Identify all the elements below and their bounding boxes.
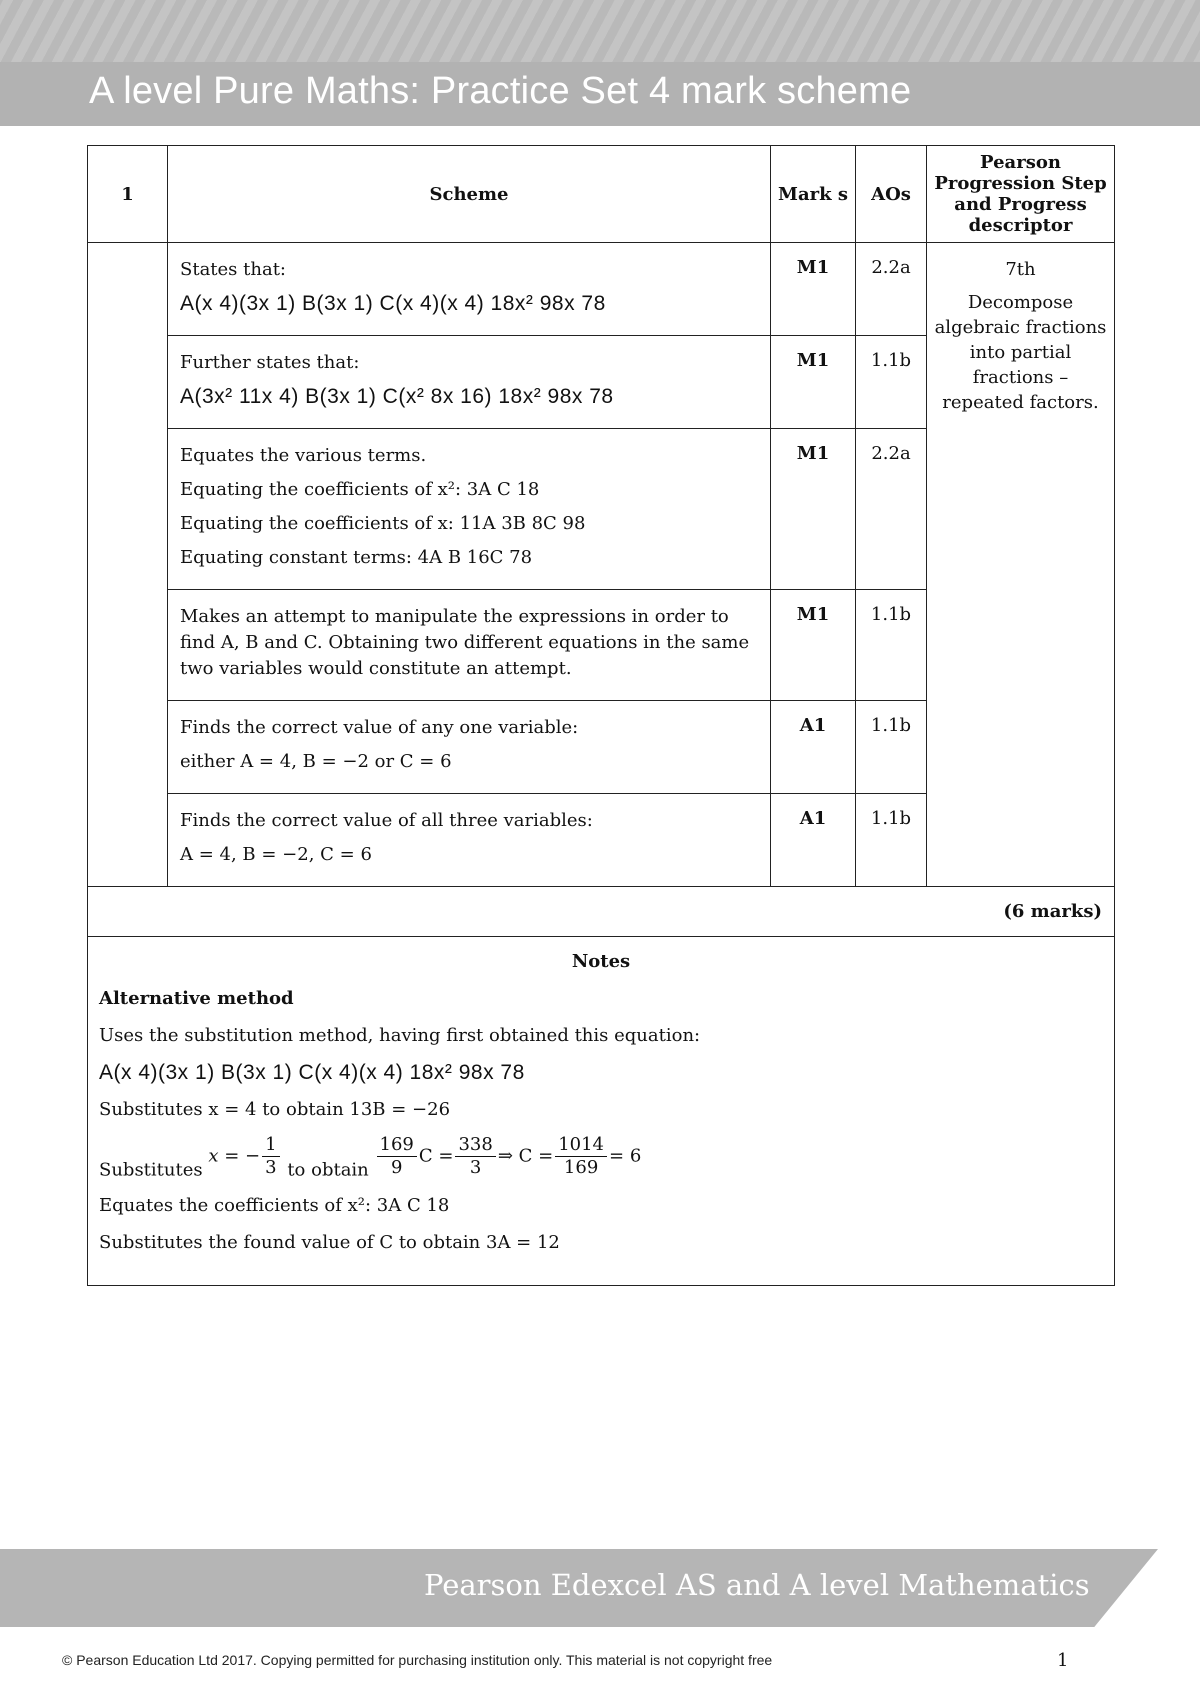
notes-line: Substitutes x = 4 to obtain 13B = −26 [99,1099,451,1120]
scheme-line: either A = 4, B = −2 or C = 6 [180,751,452,772]
ao-cell: 1.1b [856,336,927,429]
scheme-line: Equates the various terms. [180,445,427,466]
total-row [88,887,1115,937]
notes-line: Equates the coefficients of x²: 3A C 18 [99,1194,450,1216]
mark-cell: M1 [771,243,856,336]
scheme-line: A = 4, B = −2, C = 6 [180,844,372,865]
mark-cell: M1 [771,429,856,590]
substitution-line [99,1134,1103,1182]
notes-equation: A(x 4)(3x 1) B(3x 1) C(x 4)(x 4) 18x² 98x 78 [99,1061,525,1084]
header-aos: AOs [856,146,927,243]
ao-cell: 2.2a [856,429,927,590]
footer-brand: Pearson Edexcel AS and A level Mathematics [424,1568,1090,1602]
mark-cell: M1 [771,336,856,429]
x-lhs: x = − [208,1145,261,1167]
alt-method-heading: Alternative method [99,988,294,1009]
page-header [0,0,1200,126]
copyright-text: © Pearson Education Ltd 2017. Copying permitted for purchasing institution only. This material is not copyright free [62,1652,773,1668]
total-marks: (6 marks) [88,887,1115,937]
scheme-equation: A(x 4)(3x 1) B(3x 1) C(x 4)(x 4) 18x² 98x 78 [180,292,606,315]
scheme-line: Further states that: [180,352,360,373]
fraction-338-3 [455,1134,495,1179]
question-cell [88,243,168,887]
mark-scheme-table [87,145,1115,1286]
to-obtain: to obtain [287,1159,369,1181]
frac-denominator: 9 [390,1157,403,1178]
mid-text: ⇒ C = [497,1145,554,1167]
scheme-line: Equating constant terms: 4A B 16C 78 [180,547,533,568]
frac-numerator: 1 [262,1134,279,1157]
page-number: 1 [1057,1650,1069,1671]
notes-cell [88,937,1115,1286]
scheme-cell [168,429,771,590]
ao-cell: 2.2a [856,243,927,336]
progression-descriptor: Decompose algebraic fractions into partial fractions – repeated factors. [934,292,1107,413]
header-progression: Pearson Progression Step and Progress descriptor [927,146,1115,243]
scheme-line: Makes an attempt to manipulate the expressions in order to find A, B and C. Obtaining two different equations in the same two variables would constitute an attempt. [180,606,750,679]
scheme-line: States that: [180,259,286,280]
scheme-cell [168,590,771,701]
frac-denominator: 3 [469,1157,482,1178]
scheme-cell [168,701,771,794]
notes-row [88,937,1115,1286]
question-number: 1 [88,146,168,243]
mark-cell: A1 [771,701,856,794]
fraction-169-9 [377,1134,417,1179]
progression-cell [927,243,1115,887]
scheme-cell [168,794,771,887]
frac-denominator: 169 [563,1157,599,1178]
header-scheme: Scheme [168,146,771,243]
scheme-equation: A(3x² 11x 4) B(3x 1) C(x² 8x 16) 18x² 98x 78 [180,385,614,408]
page-title: A level Pure Maths: Practice Set 4 mark scheme [89,70,912,112]
frac-numerator: 338 [455,1134,495,1157]
progression-step: 7th [1005,259,1036,280]
frac-denominator: 3 [265,1157,277,1178]
ao-cell: 1.1b [856,701,927,794]
frac-numerator: 169 [377,1134,417,1157]
scheme-line: Finds the correct value of any one variable: [180,717,579,738]
ao-cell: 1.1b [856,794,927,887]
ao-cell: 1.1b [856,590,927,701]
scheme-line: Equating the coefficients of x²: 3A C 18 [180,479,540,500]
header-marks: Mark s [771,146,856,243]
result-text: = 6 [609,1145,642,1167]
notes-title: Notes [571,951,631,972]
mark-cell: A1 [771,794,856,887]
fraction-one-third [262,1134,279,1179]
fraction-1014-169 [555,1134,607,1179]
table-row [88,243,1115,336]
scheme-line: Finds the correct value of all three variables: [180,810,593,831]
scheme-line: Equating the coefficients of x: 11A 3B 8C 98 [180,513,586,534]
notes-line: Uses the substitution method, having first obtained this equation: [99,1025,701,1046]
frac-numerator: 1014 [555,1134,607,1157]
mark-cell: M1 [771,590,856,701]
notes-line: Substitutes the found value of C to obtain 3A = 12 [99,1231,560,1253]
scheme-cell [168,243,771,336]
scheme-cell [168,336,771,429]
sub-prefix: Substitutes [99,1159,203,1181]
table-header-row [88,146,1115,243]
mid-text: C = [418,1145,454,1167]
